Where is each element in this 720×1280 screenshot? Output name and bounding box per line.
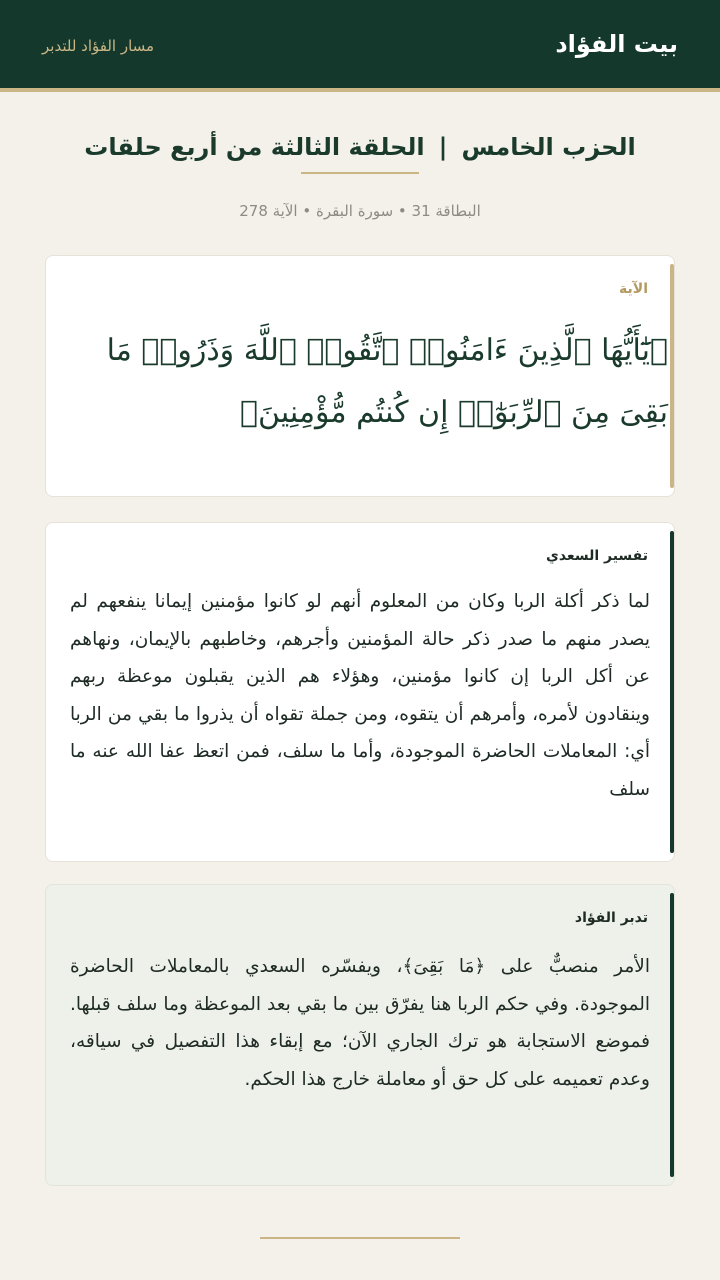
verse-card-label: الآية [619, 281, 648, 297]
tadabbur-text: الأمر منصبٌّ على ﴿مَا بَقِىَ﴾، ويفسّره السعدي بالمعاملات الحاضرة الموجودة. وفي حكم الربا هنا يفرّق بين ما بقي بعد الموعظة وما سلف قبلها. فموضع الاستجابة هو ترك الجاري الآن؛ مع إبقاء هذا التفصيل في سياقه، وعدم تعميمه على كل حق أو معاملة خارج هذا الحكم. [70, 956, 650, 1090]
heading-separator: | [438, 133, 448, 161]
app-header [0, 0, 720, 92]
tadabbur-card-label: تدبر الفؤاد [574, 910, 648, 926]
tafsir-text: لما ذكر أكلة الربا وكان من المعلوم أنهم لو كانوا مؤمنين إيمانا ينفعهم لم يصدر منهم ما صدر ذكر حالة المؤمنين وأجرهم، وخاطبهم بالإيمان، ونهاهم عن أكل الربا إن كانوا مؤمنين، وهؤلاء هم الذين يقبلون موعظة ربهم وينقادون لأمره، وأمرهم أن يتقوه، ومن جملة تقواه أن يذروا ما بقي من الربا أي: المعاملات الحاضرة الموجودة، وأما ما سلف، فمن اتعظ عفا الله عنه ما سلف [70, 591, 650, 800]
card-meta: البطاقة 31 • سورة البقرة • الآية 278 [239, 202, 481, 220]
hizb-title: الحزب الخامس [461, 133, 636, 161]
app-title: بيت الفؤاد [555, 30, 678, 58]
path-link[interactable]: مسار الفؤاد للتدبر [42, 37, 155, 55]
heading-underline [301, 172, 419, 174]
tafsir-card-accent [670, 531, 674, 853]
tadabbur-card-accent [670, 893, 674, 1177]
verse-card-accent [670, 264, 674, 488]
section-heading [0, 128, 720, 166]
episode-title: الحلقة الثالثة من أربع حلقات [84, 133, 425, 161]
tafsir-card-label: تفسير السعدي [546, 548, 648, 564]
footer-divider [260, 1237, 460, 1239]
verse-text: ﴿يَٰٓأَيُّهَا ٱلَّذِينَ ءَامَنُوا۟ ٱتَّقُوا۟ ٱللَّهَ وَذَرُوا۟ مَا بَقِىَ مِنَ ٱلرِّبَوٰٓا۟ إِن كُنتُم مُّؤْمِنِينَ﴾ [106, 333, 668, 430]
